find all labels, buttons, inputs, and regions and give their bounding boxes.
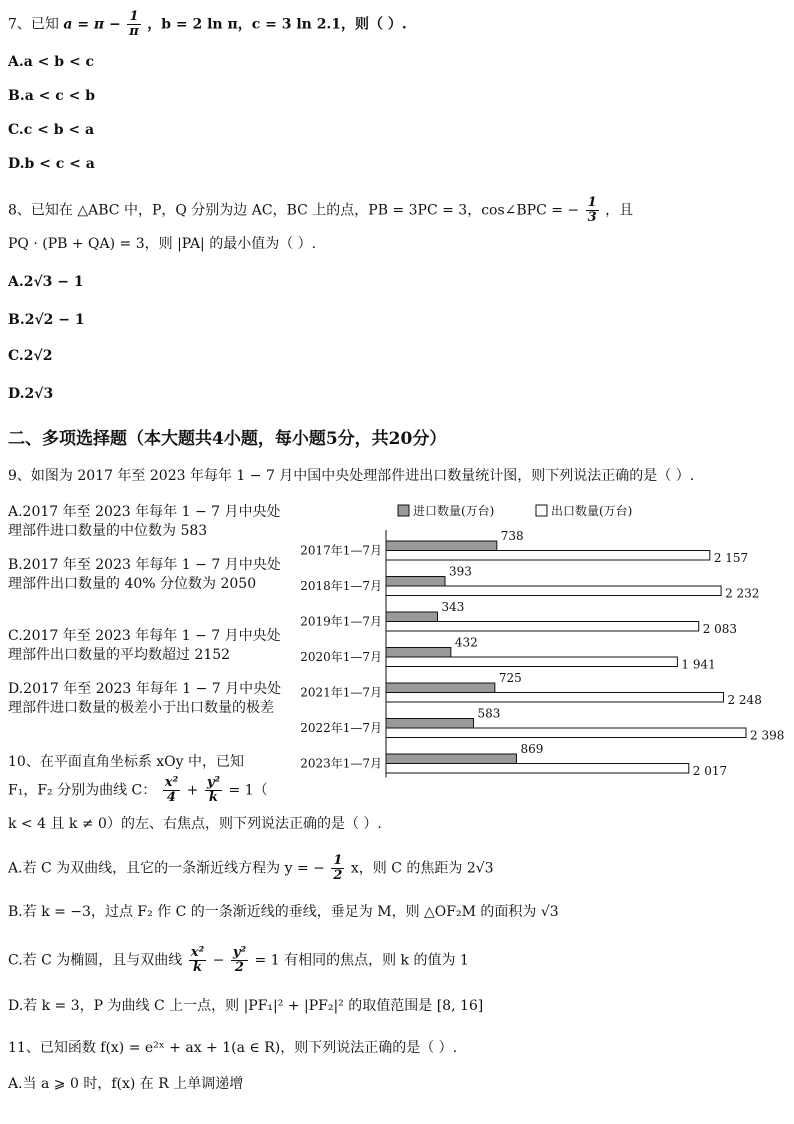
q10-stem-line2 [8,776,268,805]
q10-option-c-frac-x-den: k [192,960,202,975]
import-value-label: 738 [500,529,524,543]
q10-stem-line3: k < 4 且 k ≠ 0）的左、右焦点，则下列说法正确的是（ ）. [8,816,382,832]
section-heading: 二、多项选择题（本大题共4小题，每小题5分，共20分） [8,429,447,449]
import-value-label: 725 [498,671,522,685]
export-value-label: 2 248 [727,693,762,707]
import-bar [386,612,437,622]
import-bar [386,577,445,587]
q10-frac-y-num: y² [206,775,221,790]
import-value-label: 393 [448,564,472,579]
q7-frac-num: 1 [127,10,141,25]
q10-option-a-frac-num: 1 [333,853,343,868]
q7-frac-den: π [129,24,139,39]
import-bar [386,754,516,764]
q9-option-a: A.2017 年至 2023 年每年 1 − 7 月中央处理部件进口数量的中位数为 583 [8,504,281,539]
category-label: 2022年1—7月 [300,721,382,735]
q7-option-c: C.c < b < a [8,122,95,138]
import-bar [386,541,497,551]
q10-frac-x-den: 4 [166,790,176,805]
q10-option-c-fraction-x [189,946,206,975]
q7-option-a: A.a < b < c [8,54,95,70]
export-bar [386,693,723,703]
q10-option-a-frac-den: 2 [333,868,343,883]
q9-option-d: D.2017 年至 2023 年每年 1 − 7 月中央处理部件进口数量的极差小于出口数量的极差 [8,681,282,716]
q10-option-a [8,854,494,883]
q7-stem-rest: ，b = 2 ln π，c = 3 ln 2.1，则（ ）. [147,16,407,33]
q7-stem [8,10,407,39]
export-bar [386,728,746,738]
export-value-label: 2 398 [750,728,785,743]
q8-line1-suffix: ，且 [605,202,634,219]
q10-plus: + [186,782,199,799]
q8-option-b: B.2√2 − 1 [8,312,85,328]
q7-option-b: B.a < c < b [8,88,96,104]
category-label: 2023年1—7月 [300,756,382,771]
export-bar [386,622,699,632]
q10-option-c [8,946,469,975]
q10-option-c-frac-y-num: y² [232,945,247,960]
q8-fraction [586,196,599,225]
q8-stem-line1 [8,196,633,225]
export-value-label: 2 083 [702,622,738,636]
export-bar [386,586,721,596]
q10-option-a-prefix: A.若 C 为双曲线，且它的一条渐近线方程为 y = − [8,860,325,877]
q11-stem: 11、已知函数 f(x) = e²ˣ + ax + 1(a ∈ R)，则下列说法正确的是（ ）. [8,1040,458,1056]
q7-stem-prefix: 7、已知 [8,16,59,33]
import-value-label: 583 [477,706,501,721]
category-label: 2017年1—7月 [300,543,382,558]
export-value-label: 2 232 [725,586,760,601]
q10-option-a-fraction [331,854,344,883]
export-value-label: 1 941 [681,657,716,672]
category-label: 2018年1—7月 [300,579,382,593]
q7-stem-a: a = π − [63,16,121,33]
export-value-label: 2 017 [692,764,728,778]
q11-option-a: A.当 a ⩾ 0 时，f(x) 在 R 上单调递增 [8,1076,244,1092]
q10-fraction-x [163,776,180,805]
q10-stem-line1: 10、在平面直角坐标系 xOy 中，已知 [8,754,244,770]
export-bar [386,657,677,667]
import-bar [386,683,495,693]
legend-swatch-1 [536,505,547,516]
q8-line1-prefix: 8、已知在 △ABC 中，P，Q 分别为边 AC，BC 上的点，PB = 3PC = 3，cos∠BPC = − [8,202,580,219]
q10-option-a-suffix: x，则 C 的焦距为 2√3 [350,860,494,877]
legend-swatch-0 [398,505,409,516]
import-value-label: 869 [520,742,544,756]
q10-frac-x-num: x² [164,775,179,790]
q7-option-d: D.b < c < a [8,156,95,172]
legend-label-0: 进口数量(万台) [413,504,495,518]
export-bar [386,551,710,561]
import-bar [386,719,474,729]
q10-option-c-prefix: C.若 C 为椭圆，且与双曲线 [8,952,183,969]
q7-fraction [127,10,141,39]
export-value-label: 2 157 [713,551,749,565]
q8-option-d: D.2√3 [8,386,54,402]
import-bar [386,648,451,658]
q10-option-d: D.若 k = 3，P 为曲线 C 上一点，则 |PF₁|² + |PF₂|² 的取值范围是 [8, 16] [8,998,484,1014]
q10-option-c-frac-x-num: x² [190,945,205,960]
q10-fraction-y [205,776,222,805]
q9-option-c: C.2017 年至 2023 年每年 1 − 7 月中央处理部件出口数量的平均数超过 2152 [8,628,281,663]
import-export-bar-chart [290,495,790,787]
q8-option-c: C.2√2 [8,348,53,364]
category-label: 2019年1—7月 [300,614,382,629]
q9-stem: 9、如图为 2017 年至 2023 年每年 1 − 7 月中国中央处理部件进出口数量统计图，则下列说法正确的是（ ）. [8,468,695,484]
import-value-label: 343 [441,600,465,614]
q8-stem-line2: PQ · (PB + QA) = 3，则 |PA| 的最小值为（ ）. [8,236,317,252]
q9-option-b: B.2017 年至 2023 年每年 1 − 7 月中央处理部件出口数量的 40% 分位数为 2050 [8,557,281,592]
q10-option-c-minus: − [212,952,225,969]
q8-frac-num: 1 [587,195,597,210]
category-label: 2021年1—7月 [300,685,382,700]
q8-frac-den: 3 [587,210,597,225]
legend-label-1: 出口数量(万台) [551,504,633,518]
q10-option-c-frac-y-den: 2 [234,960,244,975]
q10-option-c-suffix: = 1 有相同的焦点，则 k 的值为 1 [254,952,469,969]
category-label: 2020年1—7月 [300,650,382,664]
import-value-label: 432 [454,635,478,650]
q10-option-c-fraction-y [231,946,248,975]
q10-option-b: B.若 k = −3，过点 F₂ 作 C 的一条渐近线的垂线，垂足为 M，则 △OF₂M 的面积为 √3 [8,904,559,920]
q10-line2-suffix: = 1（ [228,782,268,799]
export-bar [386,764,689,774]
q8-option-a: A.2√3 − 1 [8,274,84,290]
q10-frac-y-den: k [208,790,218,805]
q10-line2-prefix: F₁，F₂ 分别为曲线 C： [8,782,157,799]
